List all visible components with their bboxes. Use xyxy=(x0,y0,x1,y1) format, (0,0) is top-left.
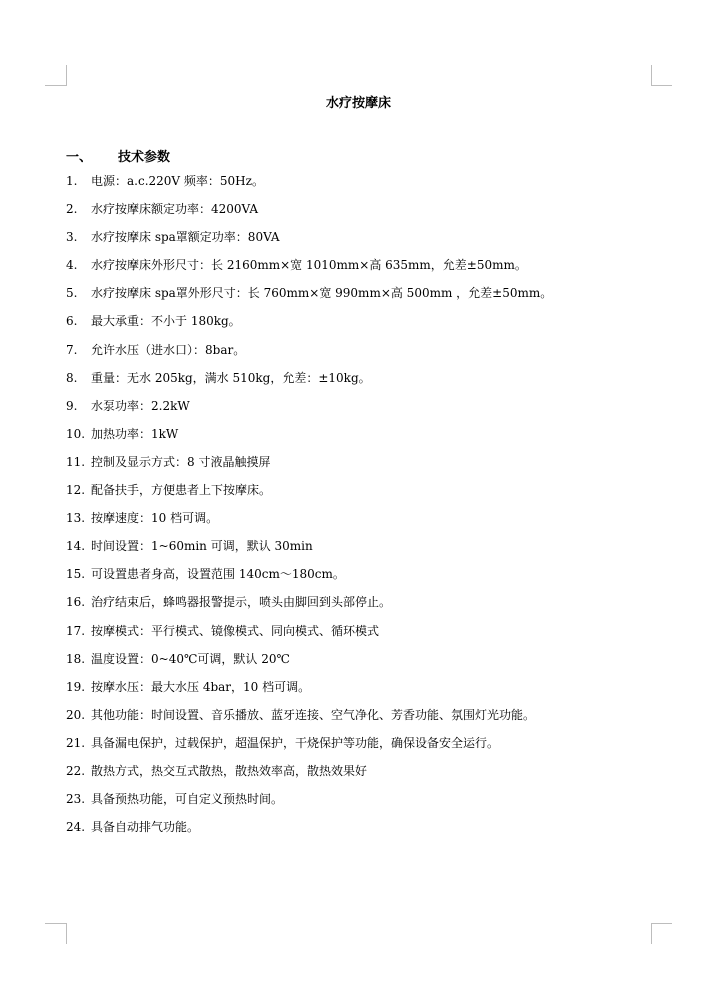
spec-item-number: 23. xyxy=(66,792,86,807)
spec-item xyxy=(66,228,666,256)
spec-item xyxy=(66,706,666,734)
crop-mark-top-left-v xyxy=(66,65,67,86)
crop-mark-top-right-h xyxy=(651,85,672,86)
spec-item xyxy=(66,453,666,481)
spec-item-text: 时间设置：1~60min 可调，默认 30min xyxy=(91,539,313,554)
spec-item xyxy=(66,650,666,678)
spec-item-number: 3. xyxy=(66,230,78,245)
spec-item-text: 加热功率：1kW xyxy=(91,426,179,441)
spec-item xyxy=(66,341,666,369)
crop-mark-top-right-v xyxy=(651,65,652,86)
spec-item-text: 最大承重：不小于 180kg。 xyxy=(91,314,241,329)
spec-item xyxy=(66,172,666,200)
spec-item xyxy=(66,593,666,621)
spec-item-number: 10. xyxy=(66,426,86,441)
spec-item-number: 14. xyxy=(66,539,86,554)
spec-item-text: 按摩速度：10 档可调。 xyxy=(91,511,219,526)
spec-item-number: 22. xyxy=(66,763,86,778)
spec-item-number: 7. xyxy=(66,342,78,357)
spec-item xyxy=(66,284,666,312)
crop-mark-bottom-left-h xyxy=(45,923,66,924)
spec-item xyxy=(66,312,666,340)
spec-item-number: 15. xyxy=(66,567,86,582)
spec-item xyxy=(66,397,666,425)
spec-item xyxy=(66,762,666,790)
spec-item xyxy=(66,622,666,650)
spec-item xyxy=(66,818,666,846)
crop-mark-bottom-right-h xyxy=(651,923,672,924)
spec-item-text: 水泵功率：2.2kW xyxy=(91,398,190,413)
spec-item-number: 21. xyxy=(66,735,86,750)
spec-item-text: 配备扶手，方便患者上下按摩床。 xyxy=(91,483,272,498)
spec-item xyxy=(66,537,666,565)
spec-item-number: 16. xyxy=(66,595,86,610)
spec-item-text: 水疗按摩床 spa罩外形尺寸：长 760mm×宽 990mm×高 500mm ，允差±50mm。 xyxy=(91,286,553,301)
spec-item-number: 13. xyxy=(66,511,86,526)
spec-item-text: 具备自动排气功能。 xyxy=(91,820,200,835)
spec-item-number: 4. xyxy=(66,258,78,273)
spec-item-number: 19. xyxy=(66,679,86,694)
crop-mark-bottom-right-v xyxy=(651,923,652,944)
spec-item-text: 按摩水压：最大水压 4bar，10 档可调。 xyxy=(91,679,311,694)
spec-item xyxy=(66,734,666,762)
spec-item xyxy=(66,509,666,537)
spec-item-text: 温度设置：0~40℃可调，默认 20℃ xyxy=(91,651,290,666)
spec-item xyxy=(66,369,666,397)
spec-list xyxy=(66,172,666,846)
spec-item xyxy=(66,256,666,284)
spec-item-text: 具备预热功能，可自定义预热时间。 xyxy=(91,792,284,807)
crop-mark-bottom-left-v xyxy=(66,923,67,944)
spec-item-text: 电源：a.c.220V 频率：50Hz。 xyxy=(91,174,264,188)
spec-item-text: 水疗按摩床外形尺寸：长 2160mm×宽 1010mm×高 635mm，允差±50mm。 xyxy=(91,258,527,273)
spec-item-text: 治疗结束后，蜂鸣器报警提示，喷头由脚回到头部停止。 xyxy=(91,595,392,610)
spec-item-number: 2. xyxy=(66,202,78,217)
spec-item-number: 6. xyxy=(66,314,78,329)
document-title: 水疗按摩床 xyxy=(325,96,391,111)
spec-item-number: 12. xyxy=(66,483,86,498)
spec-item-text: 水疗按摩床 spa罩额定功率：80VA xyxy=(91,230,280,245)
spec-item-text: 可设置患者身高，设置范围 140cm～180cm。 xyxy=(91,567,345,582)
spec-item-number: 8. xyxy=(66,370,78,385)
spec-item-text: 重量：无水 205kg，满水 510kg，允差：±10kg。 xyxy=(91,370,371,385)
spec-item-text: 控制及显示方式：8 寸液晶触摸屏 xyxy=(91,454,271,469)
spec-item-text: 其他功能：时间设置、音乐播放、蓝牙连接、空气净化、芳香功能、氛围灯光功能。 xyxy=(91,707,536,722)
spec-item-text: 水疗按摩床额定功率：4200VA xyxy=(91,202,259,217)
section-number: 一、 xyxy=(66,150,93,165)
spec-item xyxy=(66,790,666,818)
spec-item-number: 18. xyxy=(66,651,86,666)
spec-item-number: 5. xyxy=(66,286,78,301)
section-heading xyxy=(66,146,170,165)
spec-item-text: 散热方式，热交互式散热，散热效率高，散热效果好 xyxy=(91,763,368,778)
spec-item-number: 9. xyxy=(66,398,78,413)
spec-item-number: 11. xyxy=(66,454,86,469)
spec-item-number: 20. xyxy=(66,707,86,722)
spec-item xyxy=(66,565,666,593)
spec-item-number: 24. xyxy=(66,820,86,835)
spec-item-text: 允许水压（进水口）：8bar。 xyxy=(91,342,246,357)
spec-item-text: 具备漏电保护，过载保护，超温保护，干烧保护等功能，确保设备安全运行。 xyxy=(91,735,500,750)
section-heading-text: 技术参数 xyxy=(118,150,171,165)
spec-item xyxy=(66,200,666,228)
spec-item xyxy=(66,678,666,706)
spec-item xyxy=(66,425,666,453)
crop-mark-top-left-h xyxy=(45,85,66,86)
spec-item-number: 17. xyxy=(66,623,86,638)
spec-item-text: 按摩模式：平行模式、镜像模式、同向模式、循环模式 xyxy=(91,623,380,638)
spec-item-number: 1. xyxy=(66,174,78,188)
spec-item xyxy=(66,481,666,509)
